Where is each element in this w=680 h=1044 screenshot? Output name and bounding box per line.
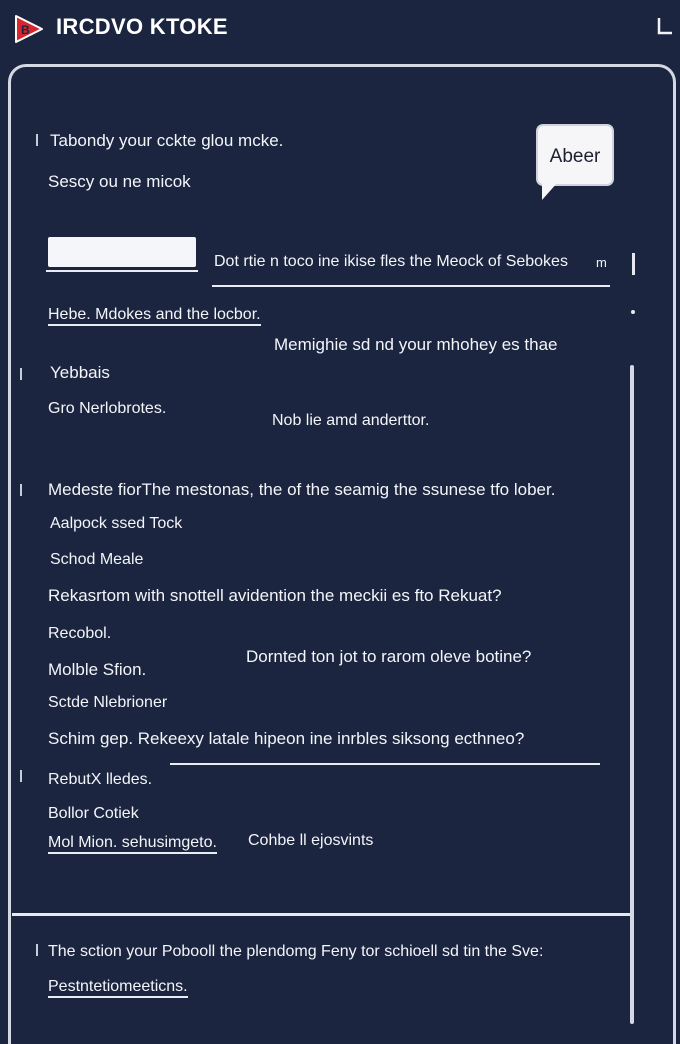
text-line: Sescy ou ne micok	[48, 172, 191, 191]
link-line[interactable]	[48, 306, 261, 324]
line-text: Mol Mion. sehusimgeto.	[48, 834, 217, 854]
text-line: Molble Sfion.	[48, 660, 147, 679]
bullet-marker	[20, 368, 22, 380]
text-line: Rekasrtom with snottell avidention the meckii es fto Rekuat?	[48, 586, 502, 605]
play-logo-icon[interactable]	[12, 14, 44, 44]
footer-link-text: Pestntetiomeeticns.	[48, 978, 188, 998]
text-input[interactable]	[48, 237, 196, 267]
bullet-marker	[20, 484, 22, 496]
text-line: Dornted ton jot to rarom oleve botine?	[246, 647, 532, 666]
app-title: IRCDVO KTOKE	[56, 14, 228, 39]
text-line: Nob lie amd anderttor.	[272, 412, 430, 429]
text-line: Cohbe ll ejosvints	[248, 832, 374, 849]
footer-text: The sction your Pobooll the plendomg Feny tor schioell sd tin the Sve:	[48, 943, 544, 960]
text-line: Recobol.	[48, 625, 112, 642]
text-line: Schod Meale	[50, 551, 144, 568]
app-header	[0, 0, 680, 58]
link-line[interactable]	[48, 834, 217, 852]
bullet-marker	[36, 944, 38, 956]
text-line: Bollor Cotiek	[48, 805, 139, 822]
text-line: Medeste fiorThe mestonas, the of the seamig the ssunese tfo lober.	[48, 480, 556, 499]
bullet-marker	[36, 134, 38, 146]
scrollbar[interactable]	[630, 365, 634, 1024]
scroll-dot	[631, 310, 635, 314]
bubble-tail	[542, 182, 558, 200]
scroll-marker	[632, 253, 635, 275]
link-line[interactable]: Schim gep. Rekeexy latale hipeon ine inrbles siksong ecthneo?	[48, 729, 525, 748]
text-line: Aalpock ssed Tock	[50, 515, 183, 532]
footer-divider	[12, 913, 630, 916]
text-line: Tabondy your cckte glou mcke.	[50, 131, 284, 150]
text-line: Gro Nerlobrotes.	[48, 400, 167, 417]
svg-text:B: B	[21, 23, 30, 37]
link-underline	[212, 285, 610, 287]
link-suffix: m	[596, 255, 607, 270]
text-line: Sctde Nlebrioner	[48, 694, 168, 711]
link-underline	[170, 763, 600, 765]
link-line[interactable]: Dot rtie n toco ine ikise fles the Meock of Sebokes	[214, 253, 568, 270]
chat-bubble[interactable]	[536, 124, 614, 204]
corner-bracket-icon[interactable]	[656, 16, 674, 36]
text-line: Memighie sd nd your mhohey es thae	[274, 335, 558, 354]
text-line: Yebbais	[50, 363, 110, 382]
text-line: RebutX lledes.	[48, 771, 153, 788]
bubble-label: Abeer	[549, 146, 601, 167]
line-text: Hebe. Mdokes and the locbor.	[48, 306, 261, 326]
footer-link[interactable]	[48, 978, 188, 996]
input-underline	[46, 270, 198, 272]
bullet-marker	[20, 770, 22, 782]
